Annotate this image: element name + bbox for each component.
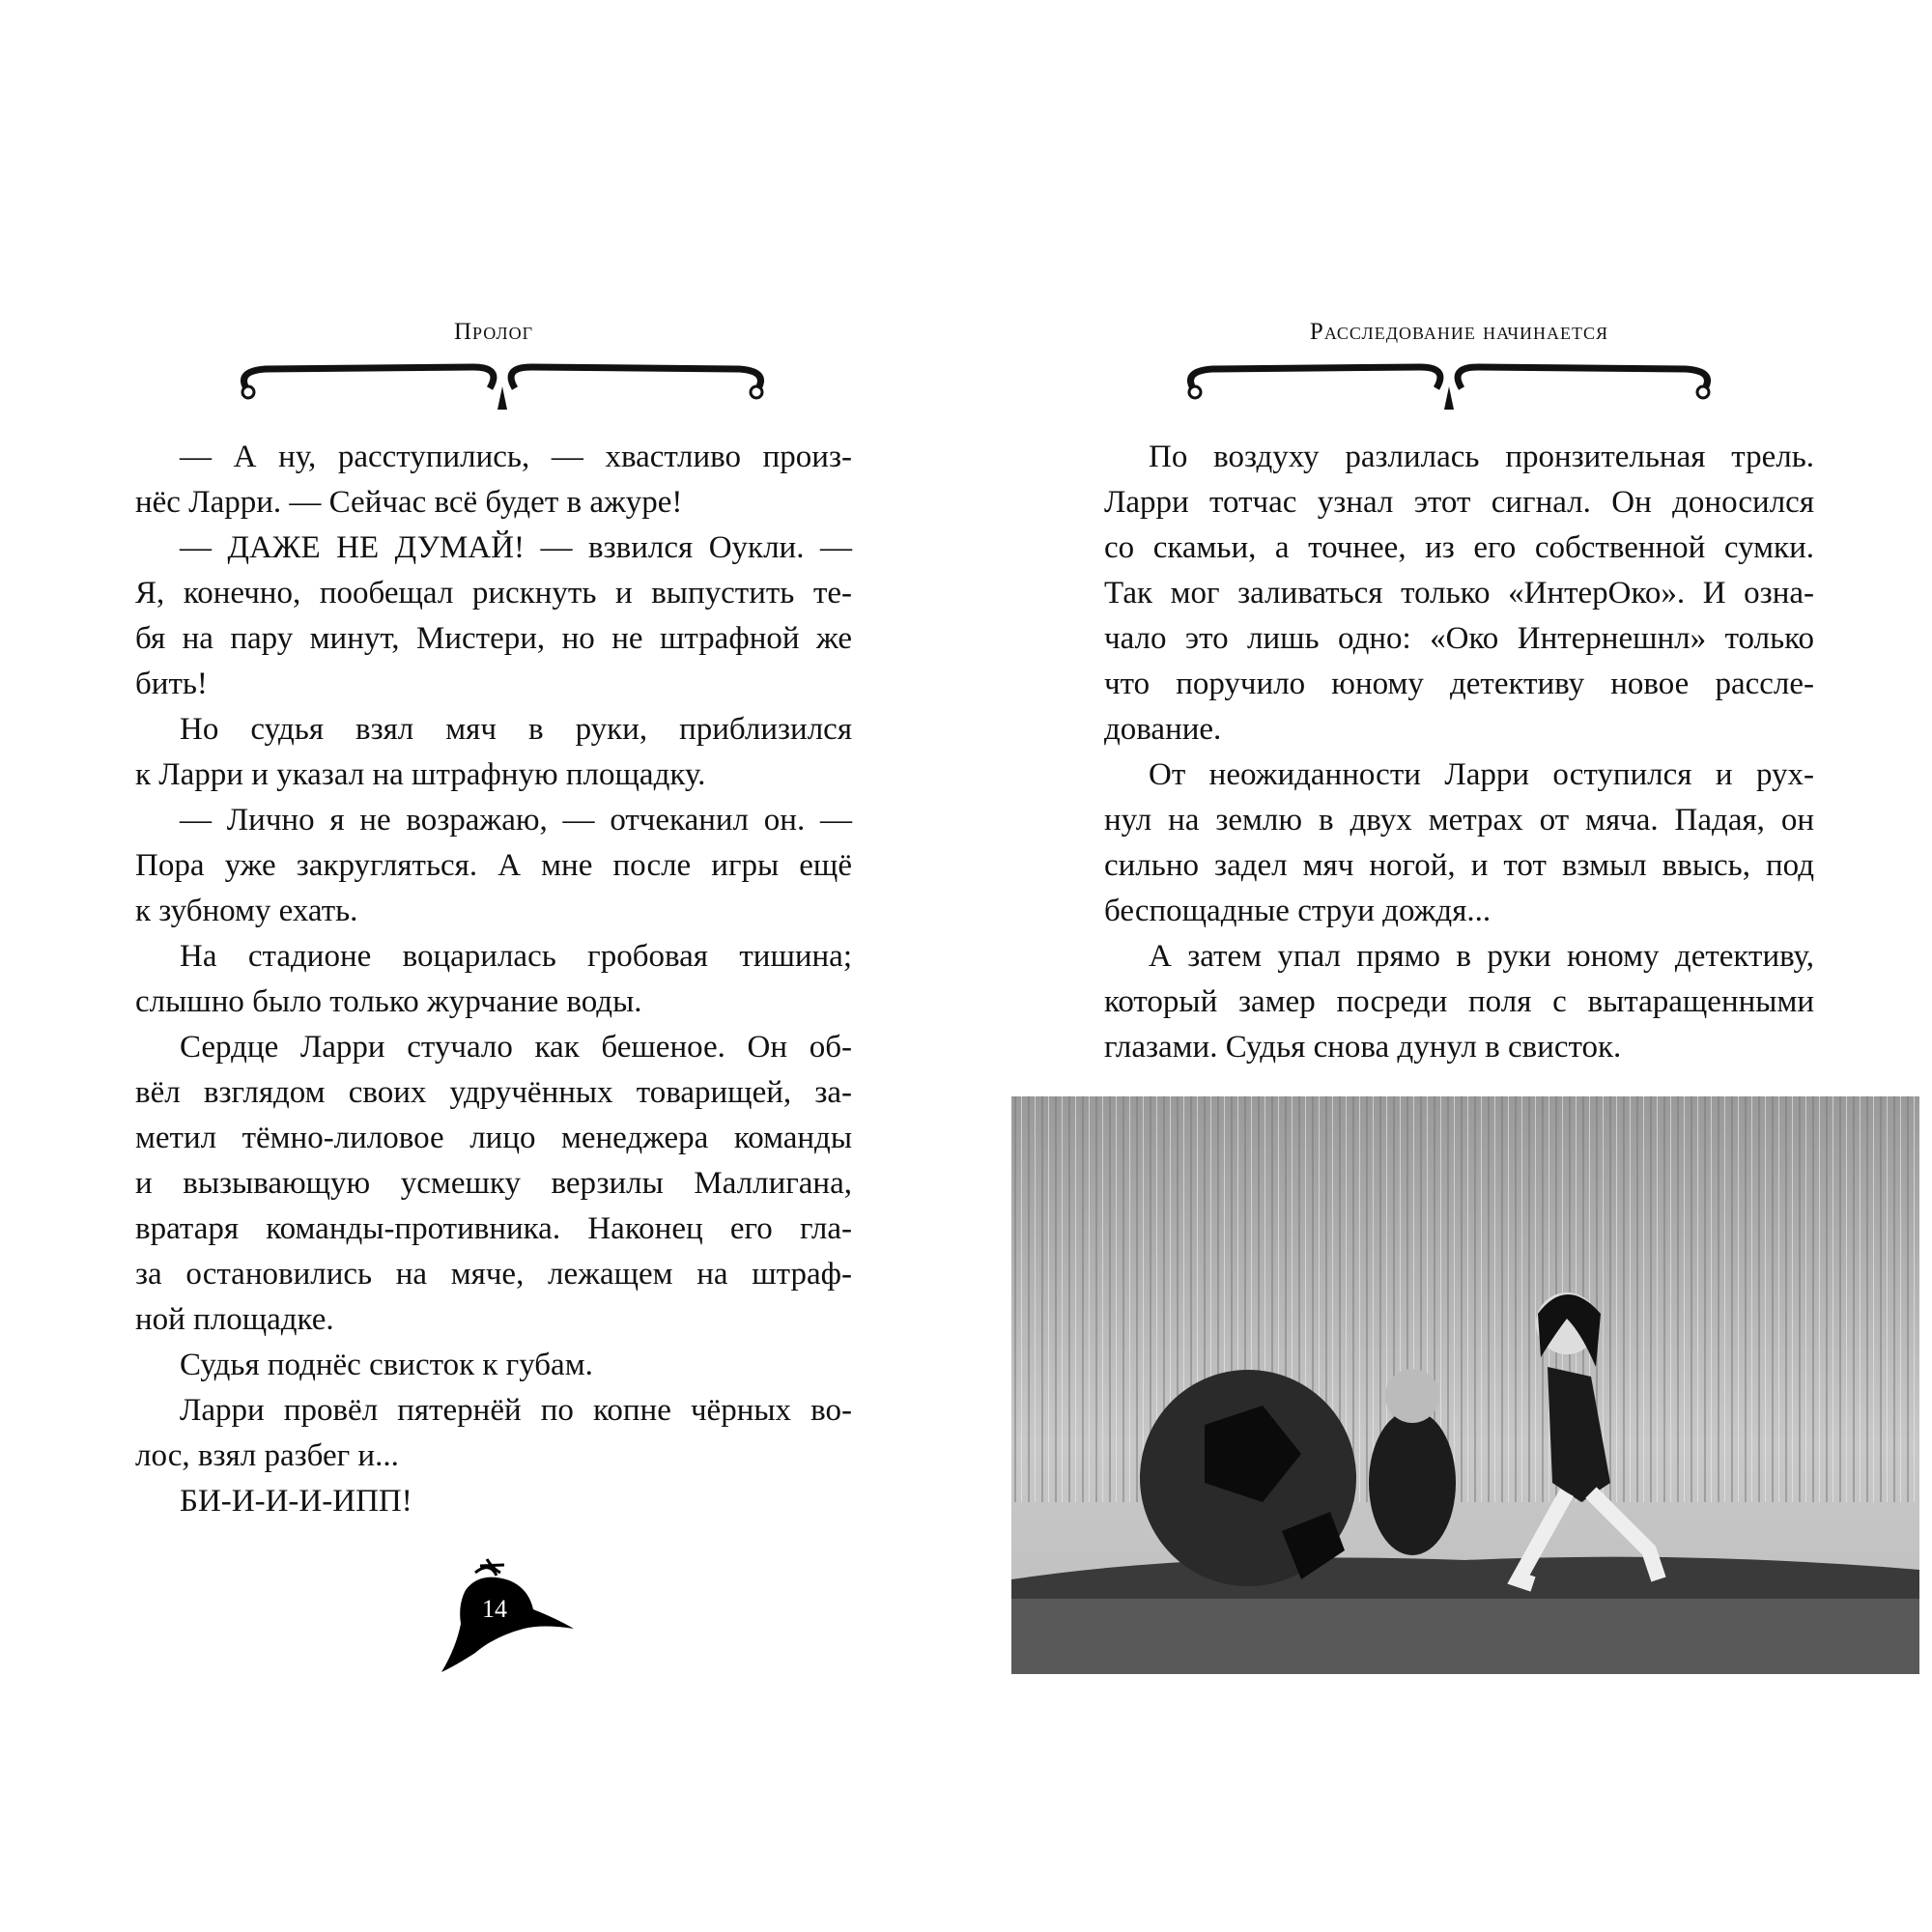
- right-body-text: [1104, 435, 1814, 1070]
- text-line: — ДАЖЕ НЕ ДУМАЙ! — взвился Оукли. —: [180, 530, 852, 565]
- text-line: Пора уже закругляться. А мне после игры ещё: [135, 848, 852, 883]
- text-line: который замер посреди поля с вытаращенными: [1104, 984, 1814, 1019]
- text-line: за остановились на мяче, лежащем на штраф-: [135, 1257, 852, 1292]
- text-line: — Лично я не возражаю, — отчеканил он. —: [180, 803, 852, 838]
- ornament-divider-icon: [227, 359, 778, 415]
- left-body-text: [135, 435, 852, 1524]
- text-line: Я, конечно, пообещал рискнуть и выпустить те-: [135, 576, 852, 611]
- text-line: к Ларри и указал на штрафную площадку.: [135, 757, 706, 792]
- ornament-divider-icon: [1174, 359, 1724, 415]
- text-line: нул на землю в двух метрах от мяча. Падая, он: [1104, 803, 1814, 838]
- text-line: сильно задел мяч ногой, и тот взмыл ввысь, под: [1104, 848, 1814, 883]
- text-line: От неожиданности Ларри оступился и рух-: [1149, 757, 1814, 792]
- text-line: лос, взял разбег и...: [135, 1438, 399, 1473]
- page-number-hat: [437, 1551, 577, 1672]
- text-line: вёл взглядом своих удручённых товарищей, за-: [135, 1075, 852, 1110]
- text-line: дование.: [1104, 712, 1222, 747]
- running-head-left: Пролог: [453, 319, 533, 345]
- illustration-football-rain: [1011, 1096, 1919, 1674]
- text-line: бить!: [135, 667, 208, 701]
- text-line: вратаря команды-противника. Наконец его гла-: [135, 1211, 852, 1246]
- text-line: нёс Ларри. — Сейчас всё будет в ажуре!: [135, 485, 683, 520]
- text-line: что поручило юному детективу новое рассле-: [1104, 667, 1814, 701]
- text-line: к зубному ехать.: [135, 894, 358, 928]
- text-line: Сердце Ларри стучало как бешеное. Он об-: [180, 1030, 852, 1065]
- text-line: со скамьи, а точнее, из его собственной сумки.: [1104, 530, 1814, 565]
- text-line: беспощадные струи дождя...: [1104, 894, 1492, 928]
- page-number: 14: [482, 1595, 507, 1623]
- text-line: Ларри провёл пятернёй по копне чёрных во-: [180, 1393, 852, 1428]
- text-line: слышно было только журчание воды.: [135, 984, 642, 1019]
- text-line: чало это лишь одно: «Око Интернешнл» только: [1104, 621, 1814, 656]
- text-line: и вызывающую усмешку верзилы Маллигана,: [135, 1166, 852, 1201]
- running-head-right: Расследование начинается: [1309, 319, 1609, 345]
- text-line: Судья поднёс свисток к губам.: [180, 1348, 593, 1382]
- text-line: Ларри тотчас узнал этот сигнал. Он доносился: [1104, 485, 1814, 520]
- text-line: БИ-И-И-И-ИПП!: [180, 1484, 412, 1519]
- text-line: ной площадке.: [135, 1302, 334, 1337]
- text-line: Так мог заливаться только «ИнтерОко». И озна-: [1104, 576, 1814, 611]
- text-line: бя на пару минут, Мистери, но не штрафной же: [135, 621, 852, 656]
- text-line: По воздуху разлилась пронзительная трель.: [1149, 440, 1814, 474]
- text-line: А затем упал прямо в руки юному детективу,: [1149, 939, 1814, 974]
- text-line: Но судья взял мяч в руки, приблизился: [180, 712, 852, 747]
- text-line: глазами. Судья снова дунул в свисток.: [1104, 1030, 1622, 1065]
- text-line: На стадионе воцарилась гробовая тишина;: [180, 939, 852, 974]
- text-line: — А ну, расступились, — хвастливо произ-: [180, 440, 852, 474]
- referee: [1369, 1410, 1456, 1555]
- text-line: метил тёмно-лиловое лицо менеджера команды: [135, 1121, 852, 1155]
